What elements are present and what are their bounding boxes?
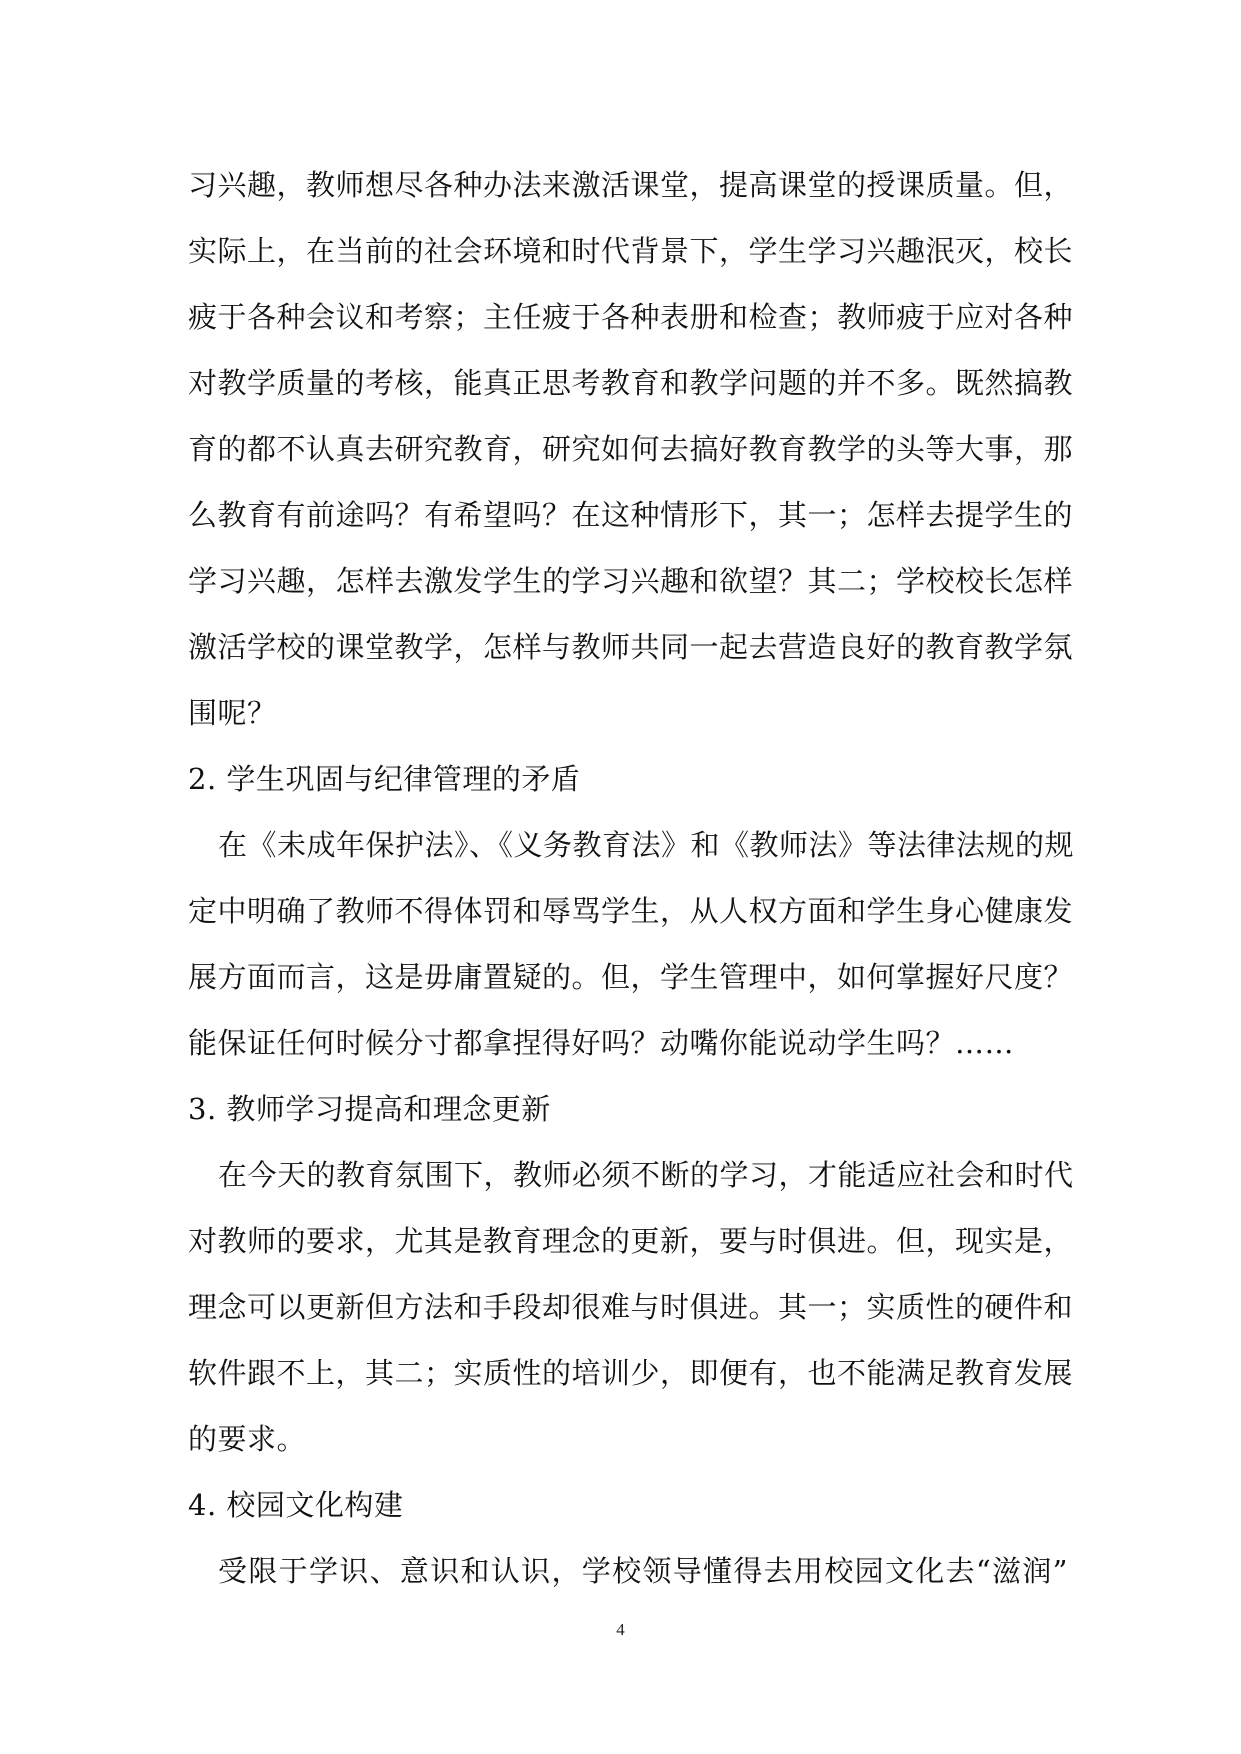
paragraph-first-line: 在今天的教育氛围下，教师必须不断的学习，才能适应社会和时代 xyxy=(218,1158,1074,1192)
text-line: 么教育有前途吗？有希望吗？在这种情形下，其一；怎样去提学生的 xyxy=(188,498,1074,532)
text-line: 对教学质量的考核，能真正思考教育和教学问题的并不多。既然搞教 xyxy=(188,366,1074,400)
text-line: 的要求。 xyxy=(188,1422,307,1456)
text-line: 育的都不认真去研究教育，研究如何去搞好教育教学的头等大事，那 xyxy=(188,432,1074,466)
paragraph-first-line: 受限于学识、意识和认识，学校领导懂得去用校园文化去“滋润” xyxy=(218,1554,1068,1588)
text-line: 疲于各种会议和考察；主任疲于各种表册和检查；教师疲于应对各种 xyxy=(188,300,1074,334)
text-line: 对教师的要求，尤其是教育理念的更新，要与时俱进。但，现实是， xyxy=(188,1224,1074,1258)
text-line: 激活学校的课堂教学，怎样与教师共同一起去营造良好的教育教学氛 xyxy=(188,630,1074,664)
section-heading: 3. 教师学习提高和理念更新 xyxy=(188,1092,551,1126)
section-heading: 4. 校园文化构建 xyxy=(188,1488,404,1522)
text-line: 能保证任何时候分寸都拿捏得好吗？动嘴你能说动学生吗？…… xyxy=(188,1026,1015,1060)
text-line: 习兴趣，教师想尽各种办法来激活课堂，提高课堂的授课质量。但， xyxy=(188,168,1074,202)
text-line: 理念可以更新但方法和手段却很难与时俱进。其一；实质性的硬件和 xyxy=(188,1290,1074,1324)
body-text xyxy=(188,156,1075,1608)
text-line: 实际上，在当前的社会环境和时代背景下，学生学习兴趣泯灭，校长 xyxy=(188,234,1074,268)
section-heading: 2. 学生巩固与纪律管理的矛盾 xyxy=(188,762,581,796)
text-line: 软件跟不上，其二；实质性的培训少，即便有，也不能满足教育发展 xyxy=(188,1356,1074,1390)
text-line: 围呢？ xyxy=(188,696,277,730)
text-line: 定中明确了教师不得体罚和辱骂学生，从人权方面和学生身心健康发 xyxy=(188,894,1074,928)
paragraph-first-line: 在《未成年保护法》、《义务教育法》和《教师法》等法律法规的规 xyxy=(218,828,1075,862)
page-number: 4 xyxy=(616,1620,625,1639)
text-line: 展方面而言，这是毋庸置疑的。但，学生管理中，如何掌握好尺度？ xyxy=(188,960,1074,994)
text-line: 学习兴趣，怎样去激发学生的学习兴趣和欲望？其二；学校校长怎样 xyxy=(188,564,1074,598)
